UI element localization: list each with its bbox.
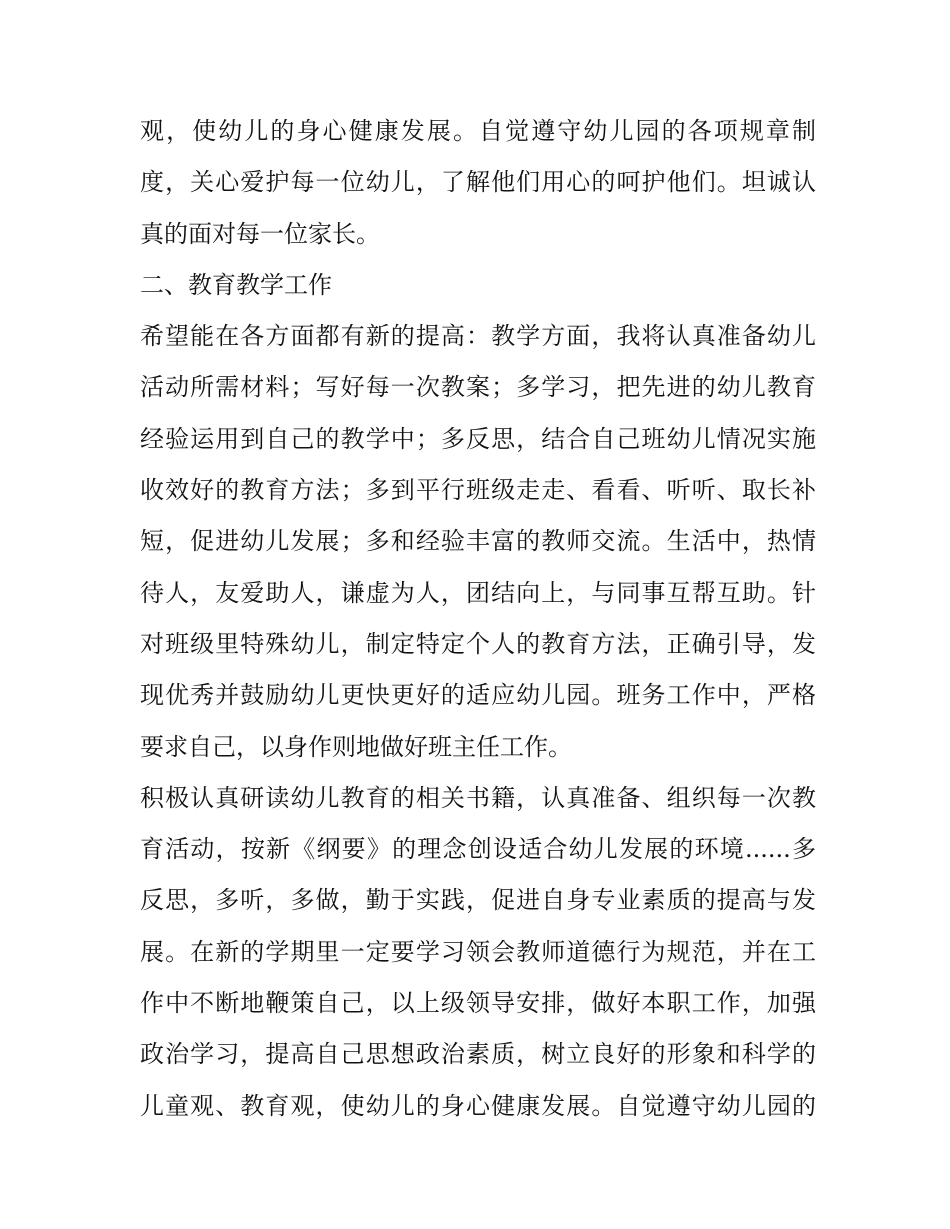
text-line: 短，促进幼儿发展；多和经验丰富的教师交流。生活中，热情 bbox=[140, 527, 816, 556]
text-line: 待人，友爱助人，谦虚为人，团结向上，与同事互帮互助。针 bbox=[140, 578, 816, 607]
document-body bbox=[140, 106, 816, 1132]
text-line: 活动所需材料；写好每一次教案；多学习，把先进的幼儿教育 bbox=[140, 373, 816, 402]
text-line: 真的面对每一位家长。 bbox=[140, 219, 380, 248]
text-line: 观，使幼儿的身心健康发展。自觉遵守幼儿园的各项规章制 bbox=[140, 117, 816, 145]
text-line: 对班级里特殊幼儿，制定特定个人的教育方法，正确引导，发 bbox=[140, 629, 816, 658]
text-line: 二、教育教学工作 bbox=[140, 270, 332, 299]
text-line: 育活动，按新《纲要》的理念创设适合幼儿发展的环境......多 bbox=[140, 835, 816, 864]
text-line: 要求自己，以身作则地做好班主任工作。 bbox=[140, 732, 572, 761]
text-line: 经验运用到自己的教学中；多反思，结合自己班幼儿情况实施 bbox=[140, 424, 816, 453]
text-line: 政治学习，提高自己思想政治素质，树立良好的形象和科学的 bbox=[140, 1040, 816, 1069]
text-line: 收效好的教育方法；多到平行班级走走、看看、听听、取长补 bbox=[140, 476, 816, 505]
text-line: 希望能在各方面都有新的提高：教学方面，我将认真准备幼儿 bbox=[140, 322, 816, 351]
text-line: 现优秀并鼓励幼儿更快更好的适应幼儿园。班务工作中，严格 bbox=[140, 681, 816, 710]
text-line: 作中不断地鞭策自己，以上级领导安排，做好本职工作，加强 bbox=[140, 989, 816, 1018]
text-line: 儿童观、教育观，使幼儿的身心健康发展。自觉遵守幼儿园的 bbox=[140, 1091, 816, 1120]
text-line: 积极认真研读幼儿教育的相关书籍，认真准备、组织每一次教 bbox=[140, 783, 816, 812]
text-line: 度，关心爱护每一位幼儿，了解他们用心的呵护他们。坦诚认 bbox=[140, 168, 816, 197]
text-line: 反思，多听，多做，勤于实践，促进自身专业素质的提高与发 bbox=[140, 886, 816, 915]
text-line: 展。在新的学期里一定要学习领会教师道德行为规范，并在工 bbox=[140, 937, 816, 966]
